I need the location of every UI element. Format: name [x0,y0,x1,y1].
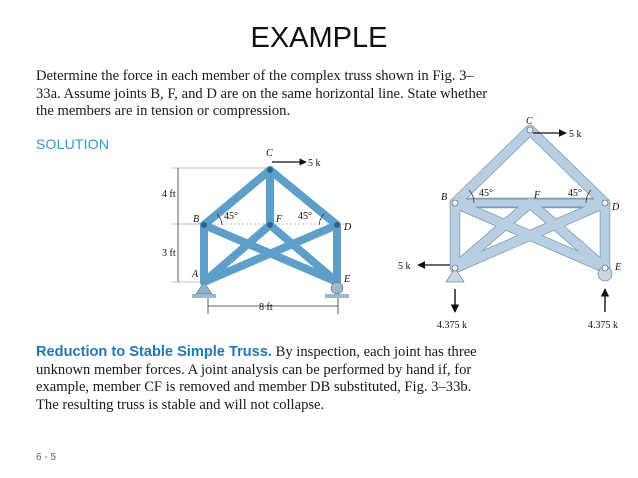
joint-label-b: B [193,214,200,225]
load-label-left: 5 k [398,261,411,272]
reduction-body: By inspection, each joint has three unknown member forces. A joint analysis can be performed by hand if, for example, member CF is removed and member DB substituted, Fig. 3–33b. The resulting truss is stable and will not collapse. [36,344,477,413]
solution-label: SOLUTION [36,136,110,152]
dim-8ft: 8 ft [259,302,273,313]
reaction-label-right: 4.375 k [588,320,618,331]
joint-label-f: F [276,214,283,225]
reaction-label-left: 4.375 k [437,320,467,331]
figure-a [162,148,352,314]
angle-label-right: 45° [298,211,312,222]
reduction-heading: Reduction to Stable Simple Truss. [36,344,272,360]
support-a-pin [192,282,216,298]
joint-label-c: C [266,148,273,159]
dim-4ft: 4 ft [162,189,176,200]
angle-label-left: 45° [224,211,238,222]
joint-label-f-b: F [534,190,541,201]
dim-3ft: 3 ft [162,248,176,259]
joint-label-a: A [192,269,199,280]
joint-label-d: D [344,222,352,233]
joint-label-e-b: E [615,262,622,273]
page-number: 6 - 5 [36,452,57,463]
truss-b-members [455,130,605,268]
angle-label-left-b: 45° [479,188,493,199]
joint-label-e: E [344,274,351,285]
problem-statement: Determine the force in each member of the complex truss shown in Fig. 3–33a. Assume joints B, F, and D are on the same horizontal line. State whether the members are in tension or compression. [36,68,488,119]
joint-label-d-b: D [612,202,620,213]
load-label-top: 5 k [569,129,582,140]
figure-b [398,116,621,331]
angle-label-right-b: 45° [568,188,582,199]
load-label: 5 k [308,158,321,169]
slide-title: EXAMPLE [250,22,388,54]
reduction-paragraph [36,344,496,414]
joint-label-c-b: C [526,116,533,127]
joint-label-b-b: B [441,192,448,203]
